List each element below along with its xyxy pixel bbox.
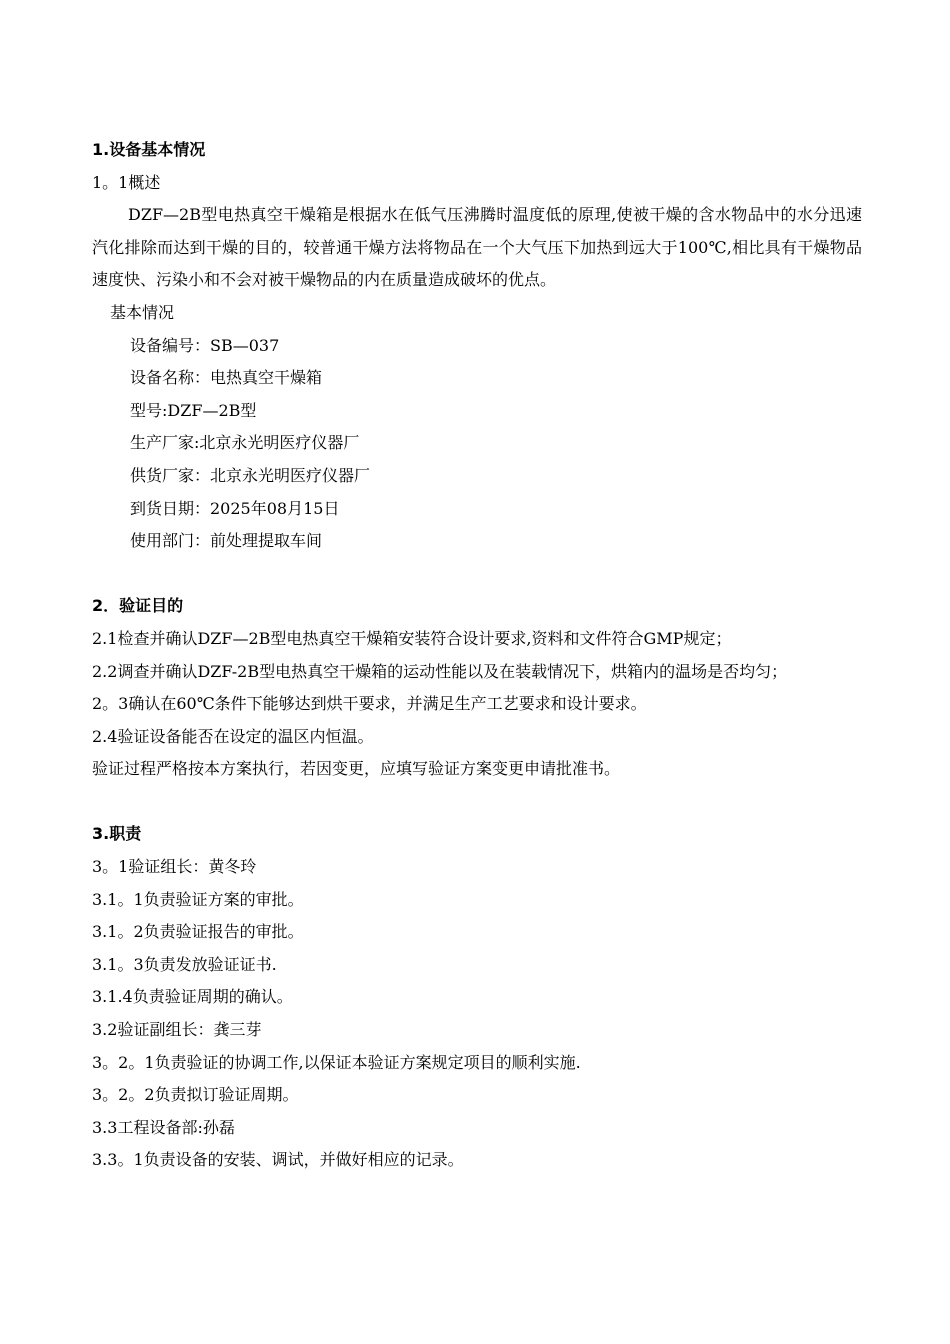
responsibility-item: 3。2。1负责验证的协调工作,以保证本验证方案规定项目的顺利实施. (92, 1052, 581, 1072)
section-3-title: 3.职责 (92, 824, 142, 844)
section-1-title: 1.设备基本情况 (92, 140, 206, 159)
spacer (92, 558, 862, 591)
basic-info-label: 基本情况 (110, 302, 175, 322)
supplier: 供货厂家：北京永光明医疗仪器厂 (130, 465, 371, 485)
purpose-note: 验证过程严格按本方案执行，若因变更，应填写验证方案变更申请批准书。 (92, 759, 621, 779)
equipment-number: 设备编号：SB—037 (130, 335, 280, 355)
section-2-title: 2．验证目的 (92, 596, 184, 616)
subsection-1-1-title: 1。1概述 (92, 172, 161, 192)
document-body (92, 134, 862, 1177)
purpose-item: 2.4验证设备能否在设定的温区内恒温。 (92, 726, 374, 746)
responsibility-item: 3。1验证组长：黄冬玲 (92, 857, 257, 877)
responsibility-item: 3。2。2负责拟订验证周期。 (92, 1085, 299, 1105)
responsibility-item: 3.3工程设备部:孙磊 (92, 1117, 235, 1137)
equipment-name: 设备名称：电热真空干燥箱 (130, 368, 323, 388)
responsibility-item: 3.1。3负责发放验证证书. (92, 954, 277, 974)
equipment-model: 型号:DZF—2B型 (130, 400, 257, 420)
responsibility-item: 3.1。2负责验证报告的审批。 (92, 922, 304, 942)
spacer (92, 786, 862, 819)
arrival-date: 到货日期：2025年08月15日 (130, 498, 340, 518)
using-department: 使用部门：前处理提取车间 (130, 531, 323, 551)
responsibility-item: 3.2验证副组长：龚三芽 (92, 1020, 262, 1040)
responsibility-item: 3.1.4负责验证周期的确认。 (92, 987, 293, 1007)
responsibility-item: 3.3。1负责设备的安装、调试，并做好相应的记录。 (92, 1150, 464, 1170)
purpose-item: 2。3确认在60℃条件下能够达到烘干要求，并满足生产工艺要求和设计要求。 (92, 694, 647, 714)
responsibility-item: 3.1。1负责验证方案的审批。 (92, 889, 304, 909)
overview-paragraph: DZF—2B型电热真空干燥箱是根据水在低气压沸腾时温度低的原理,使被干燥的含水物品中的水分迅速汽化排除而达到干燥的目的，较普通干燥方法将物品在一个大气压下加热到远大于100℃,相比具有干燥物品速度快、污染小和不会对被干燥物品的内在质量造成破坏的优点。 (92, 205, 862, 290)
purpose-item: 2.2调查并确认DZF-2B型电热真空干燥箱的运动性能以及在装载情况下，烘箱内的温场是否均匀； (92, 661, 788, 681)
manufacturer: 生产厂家:北京永光明医疗仪器厂 (130, 433, 360, 453)
purpose-item: 2.1检查并确认DZF—2B型电热真空干燥箱安装符合设计要求,资料和文件符合GMP规定； (92, 628, 732, 648)
